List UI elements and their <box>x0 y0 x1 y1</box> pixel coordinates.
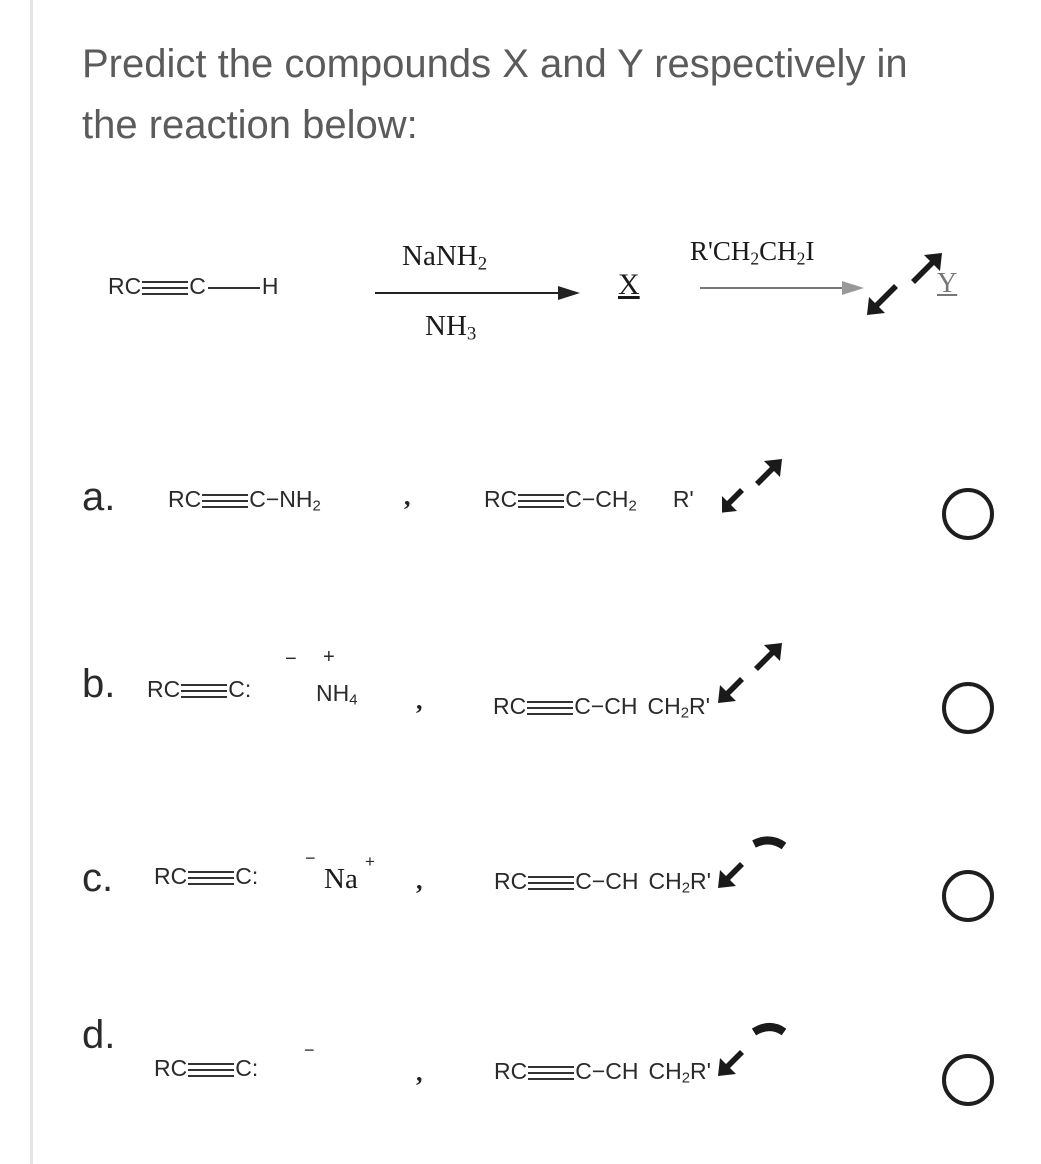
triple-bond <box>527 701 573 715</box>
option-b-x-plus: + <box>323 646 335 668</box>
option-b-comma: , <box>416 686 423 715</box>
reagent-bottom-sub: 3 <box>466 323 477 345</box>
option-c-x-ion: Na <box>324 863 358 895</box>
option-a-y-tail-a: C−CH <box>565 486 629 512</box>
triple-bond <box>181 684 227 698</box>
reagent-bottom <box>425 310 476 343</box>
reagent-2 <box>690 236 814 267</box>
option-a-x-sub: 2 <box>312 497 321 515</box>
option-a-radio[interactable] <box>942 488 994 540</box>
question-line-2: the reaction below: <box>82 103 418 147</box>
product-y: Y <box>937 268 958 299</box>
triple-bond <box>518 494 564 508</box>
option-c-radio[interactable] <box>942 870 994 922</box>
reagent-2-part-a: R'CH <box>690 236 751 266</box>
option-b-x-rc: RC <box>147 676 181 702</box>
triple-bond <box>188 871 234 885</box>
option-a-y-tail-b: R' <box>672 486 694 512</box>
reaction-arrowhead-2 <box>842 281 864 295</box>
question-text <box>82 34 982 156</box>
triple-bond <box>188 1063 234 1077</box>
option-d-x-minus: − <box>304 1040 315 1060</box>
option-a-compound-x <box>168 486 321 513</box>
option-c-y-tail-b: CH <box>648 868 682 894</box>
triple-bond <box>528 876 574 890</box>
option-b-y-tail-a: C−CH <box>574 693 638 719</box>
option-b-radio[interactable] <box>942 682 994 734</box>
option-c-compound-y <box>494 868 711 895</box>
option-d-x-tail: C: <box>235 1055 259 1081</box>
option-d-y-rc: RC <box>494 1058 528 1084</box>
reactant-h: H <box>261 273 279 299</box>
option-b-letter: b. <box>82 662 116 706</box>
option-c-compound-x <box>154 863 258 890</box>
option-c-comma: , <box>416 866 423 895</box>
reagent-2-part-b: CH <box>759 236 797 266</box>
reaction-arrowhead-1 <box>558 286 580 300</box>
option-b-x-ion <box>316 680 358 707</box>
expand-arrows-icon[interactable] <box>714 637 786 717</box>
expand-arrows-icon[interactable] <box>714 1018 786 1090</box>
option-b-y-sub: 2 <box>680 704 690 722</box>
option-c-x-tail: C: <box>235 863 259 889</box>
left-divider <box>30 0 33 1164</box>
reagent-2-sub-1: 2 <box>750 248 760 269</box>
reactant-rc: RC <box>108 273 142 299</box>
option-c-y-sub: 2 <box>681 879 691 897</box>
product-x: X <box>618 268 640 301</box>
option-d-y-tail-c: R' <box>690 1058 712 1084</box>
reagent-2-part-c: I <box>805 236 815 266</box>
option-c-x-minus: − <box>305 848 316 868</box>
reactant-alkyne <box>108 273 278 300</box>
expand-arrows-icon[interactable] <box>714 834 786 900</box>
option-a-compound-y <box>484 486 694 513</box>
option-c-x-plus: + <box>365 852 375 871</box>
option-b-y-tail-c: R' <box>689 693 711 719</box>
option-b-x-tail: C: <box>228 676 252 702</box>
option-d-comma: , <box>416 1058 423 1087</box>
option-a-letter: a. <box>82 475 116 519</box>
option-d-letter: d. <box>82 1013 116 1057</box>
single-bond <box>208 287 260 289</box>
option-c-y-rc: RC <box>494 868 528 894</box>
reactant-c: C <box>189 273 206 299</box>
option-a-comma: , <box>404 482 411 511</box>
triple-bond <box>528 1066 574 1080</box>
reagent-top <box>402 240 487 273</box>
triple-bond <box>142 281 188 295</box>
option-b-x-ion-base: NH <box>316 680 350 706</box>
option-b-y-rc: RC <box>493 693 527 719</box>
option-d-radio[interactable] <box>942 1054 994 1106</box>
option-d-y-tail-b: CH <box>648 1058 682 1084</box>
option-b-compound-y <box>493 693 710 720</box>
option-b-x-ion-sub: 4 <box>349 691 358 709</box>
option-a-x-tail: C−NH <box>249 486 313 512</box>
option-a-y-sub: 2 <box>628 497 637 515</box>
option-c-letter: c. <box>82 856 114 900</box>
option-b-compound-x <box>147 676 251 703</box>
reaction-arrow-2 <box>700 287 850 289</box>
option-b-y-tail-b: CH <box>647 693 681 719</box>
option-c-y-tail-a: C−CH <box>575 868 639 894</box>
option-b-x-minus: − <box>285 648 297 670</box>
expand-arrows-icon[interactable] <box>722 452 784 524</box>
option-d-y-sub: 2 <box>681 1069 691 1087</box>
reaction-arrow-1 <box>375 292 560 294</box>
reagent-top-base: NaNH <box>402 240 478 272</box>
option-c-x-rc: RC <box>154 863 188 889</box>
option-d-x-rc: RC <box>154 1055 188 1081</box>
option-c-y-tail-c: R' <box>690 868 712 894</box>
option-a-x-rc: RC <box>168 486 202 512</box>
reagent-top-sub: 2 <box>477 253 488 275</box>
expand-arrows-icon[interactable] <box>866 250 946 320</box>
option-d-compound-y <box>494 1058 711 1085</box>
question-line-1: Predict the compounds X and Y respectively in <box>82 42 908 86</box>
triple-bond <box>202 494 248 508</box>
option-d-compound-x <box>154 1055 258 1082</box>
option-a-y-rc: RC <box>484 486 518 512</box>
reagent-2-sub-2: 2 <box>796 248 806 269</box>
reagent-bottom-base: NH <box>425 310 467 342</box>
option-d-y-tail-a: C−CH <box>575 1058 639 1084</box>
